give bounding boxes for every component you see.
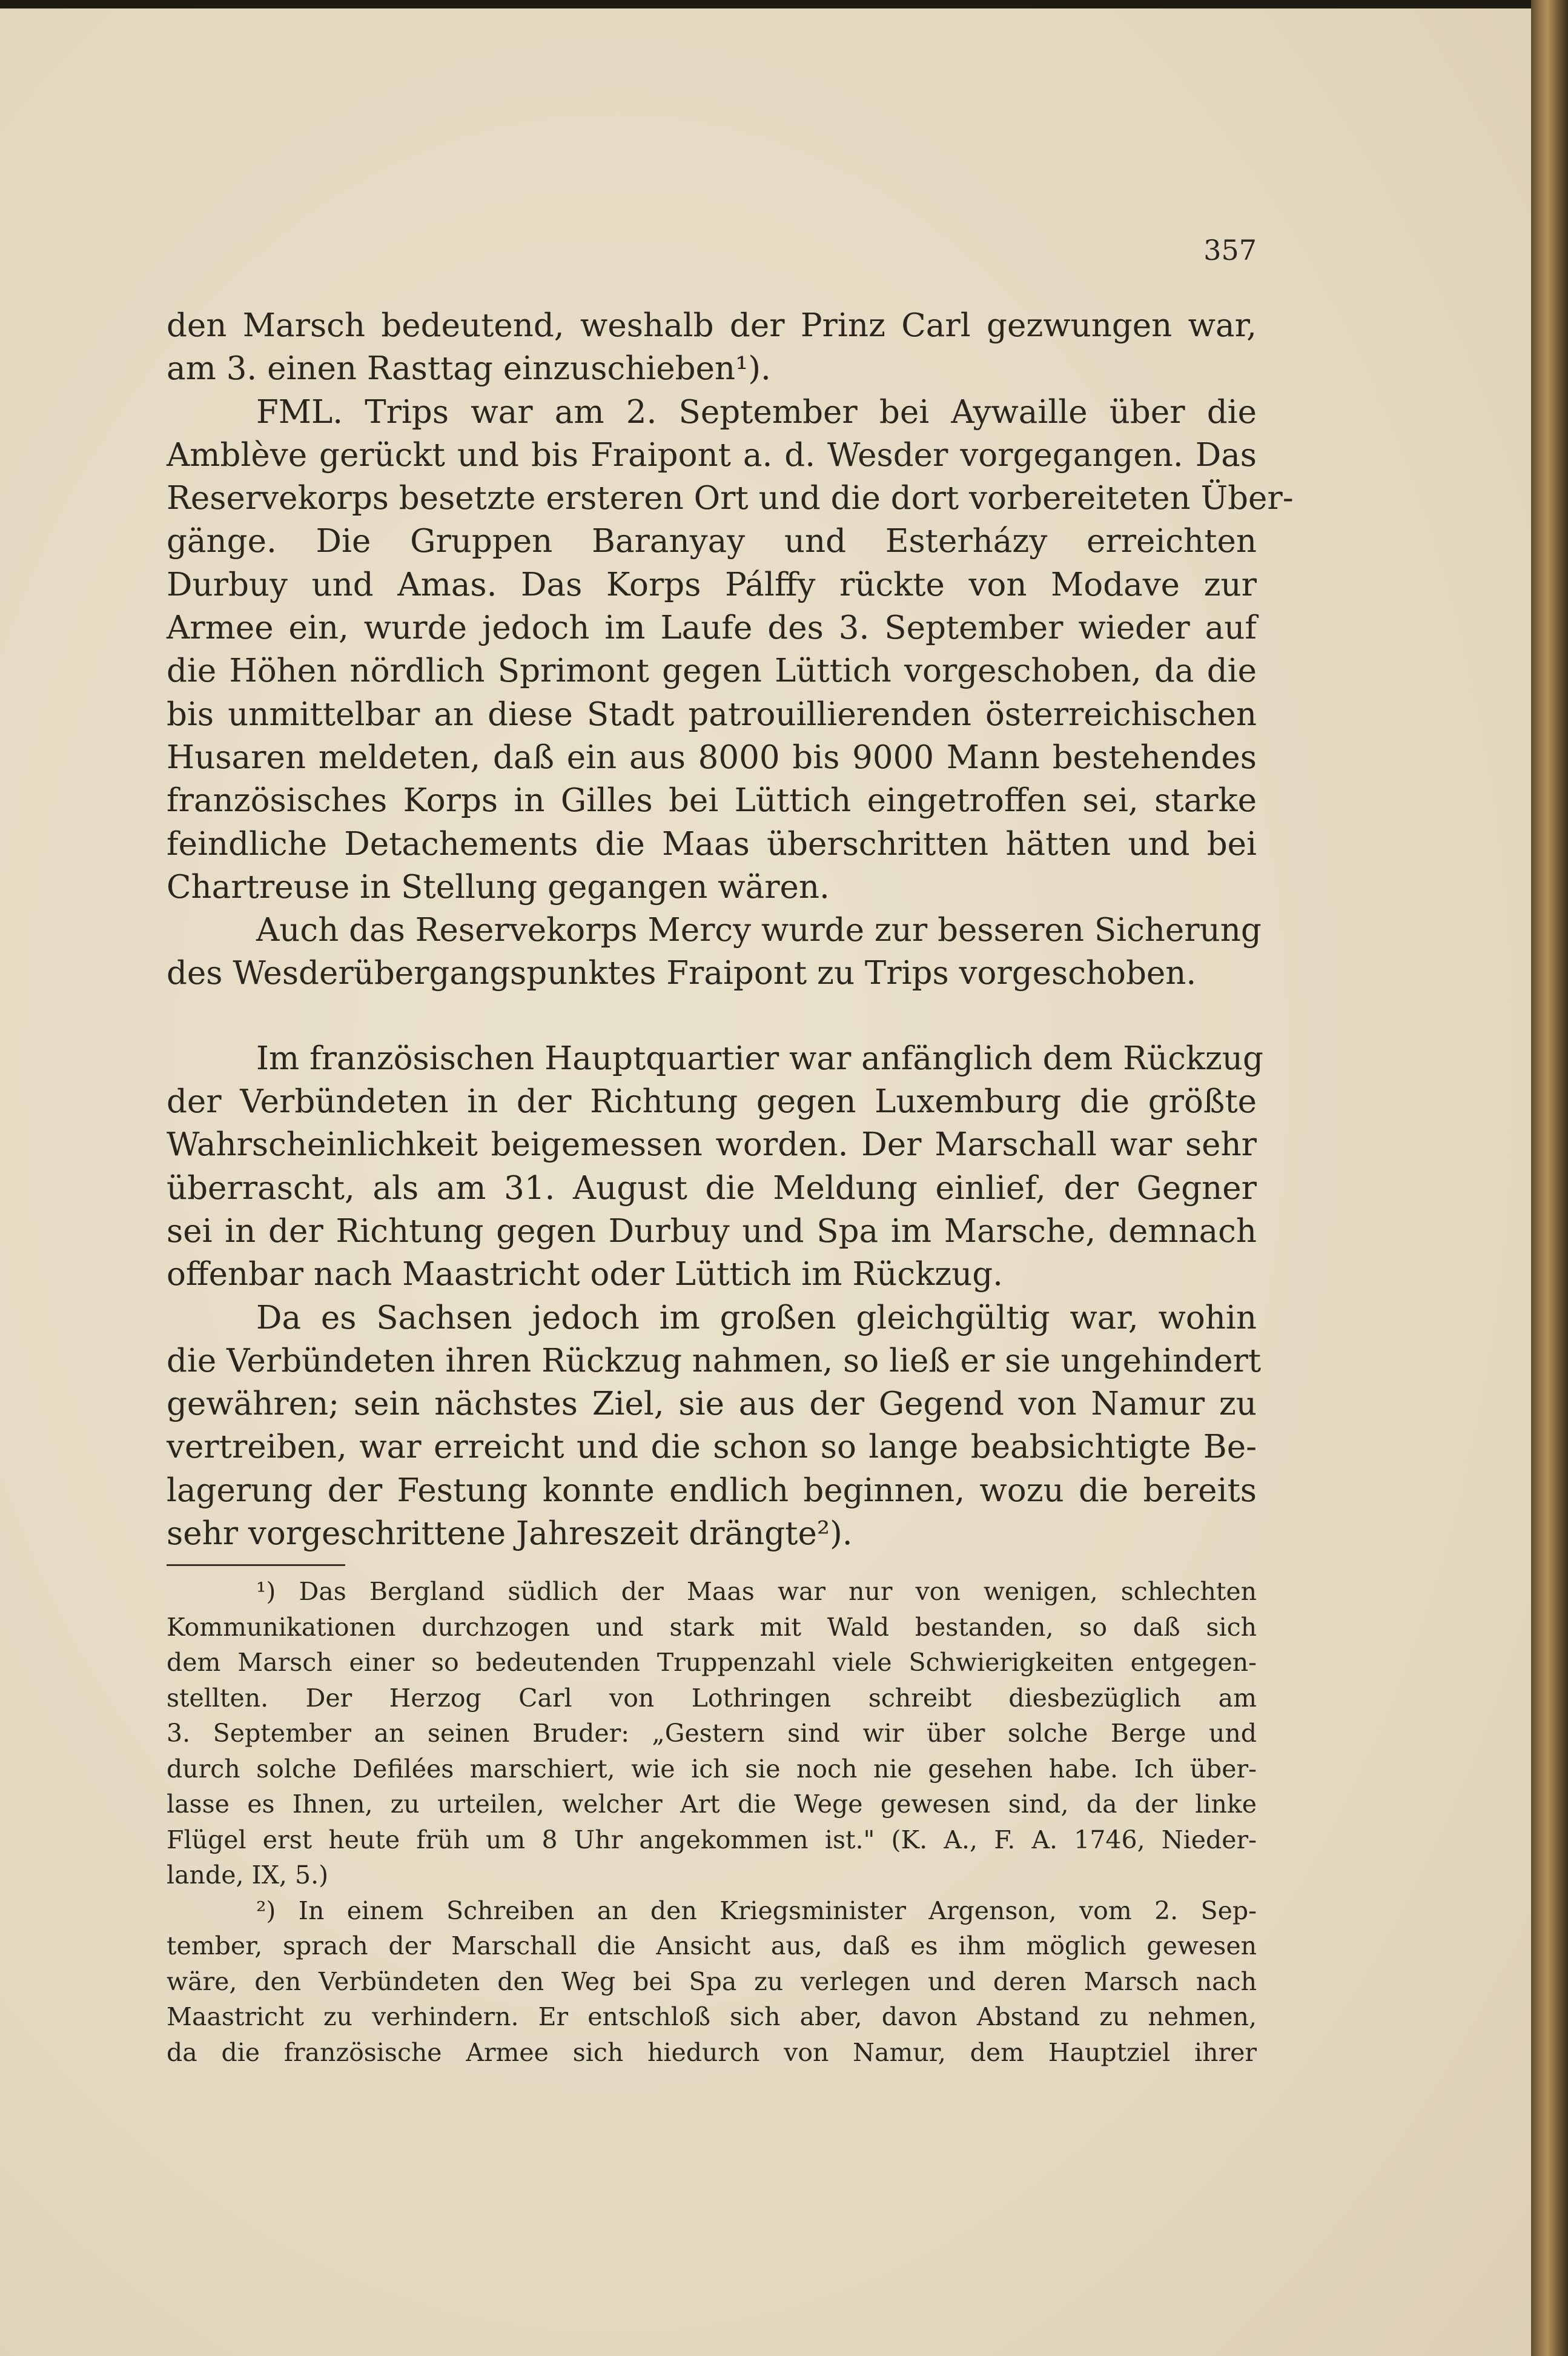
- text-line: sei in der Richtung gegen Durbuy und Spa im Marsche, demnach: [167, 1212, 1257, 1250]
- text-line: Durbuy und Amas. Das Korps Pálffy rückte von Modave zur: [167, 566, 1257, 603]
- text-line: französisches Korps in Gilles bei Lüttich eingetroffen sei, starke: [167, 782, 1257, 820]
- text-line: der Verbündeten in der Richtung gegen Luxemburg die größte: [167, 1083, 1257, 1121]
- footnote-line: ¹) Das Bergland südlich der Maas war nur von wenigen, schlechten: [256, 1577, 1257, 1606]
- footnotes: [167, 1574, 1257, 2070]
- footnote-line: wäre, den Verbündeten den Weg bei Spa zu verlegen und deren Marsch nach: [167, 1966, 1257, 1996]
- text-line: den Marsch bedeutend, weshalb der Prinz Carl gezwungen war,: [167, 307, 1257, 344]
- footnote-line: ²) In einem Schreiben an den Kriegsminister Argenson, vom 2. Sep-: [256, 1896, 1257, 1925]
- footnote-line: durch solche Defilées marschiert, wie ich sie noch nie gesehen habe. Ich über-: [167, 1754, 1257, 1784]
- text-line: bis unmittelbar an diese Stadt patrouillierenden österreichischen: [167, 695, 1257, 733]
- paragraph-start-line: Im französischen Hauptquartier war anfänglich dem Rückzug: [256, 1040, 1263, 1077]
- text-line: des Wesderübergangspunktes Fraipont zu Trips vorgeschoben.: [167, 955, 1197, 992]
- page-number: 357: [1203, 234, 1257, 267]
- footnote-line: lasse es Ihnen, zu urteilen, welcher Art die Wege gewesen sind, da der linke: [167, 1790, 1257, 1819]
- text-line: die Verbündeten ihren Rückzug nahmen, so ließ er sie ungehindert: [167, 1342, 1262, 1379]
- text-line: sehr vorgeschrittene Jahreszeit drängte²).: [167, 1515, 853, 1553]
- text-line: gewähren; sein nächstes Ziel, sie aus der Gegend von Namur zu: [167, 1385, 1257, 1423]
- text-line: am 3. einen Rasttag einzuschieben¹).: [167, 350, 771, 388]
- text-line: Amblève gerückt und bis Fraipont a. d. Wesder vorgegangen. Das: [167, 436, 1257, 474]
- text-line: vertreiben, war erreicht und die schon so lange beabsichtigte Be-: [167, 1429, 1257, 1466]
- footnote-line: Maastricht zu verhindern. Er entschloß sich aber, davon Abstand zu nehmen,: [167, 2002, 1257, 2031]
- book-page: [0, 8, 1531, 2356]
- text-line: überrascht, als am 31. August die Meldung einlief, der Gegner: [167, 1169, 1257, 1207]
- text-line: feindliche Detachements die Maas überschritten hätten und bei: [167, 825, 1257, 863]
- text-line: Armee ein, wurde jedoch im Laufe des 3. September wieder auf: [167, 609, 1257, 647]
- text-line: gänge. Die Gruppen Baranyay und Esterházy erreichten: [167, 523, 1257, 560]
- text-line: Wahrscheinlichkeit beigemessen worden. Der Marschall war sehr: [167, 1126, 1257, 1164]
- body-text: [167, 304, 1294, 1555]
- text-line: offenbar nach Maastricht oder Lüttich im Rückzug.: [167, 1256, 1004, 1293]
- footnote-line: 3. September an seinen Bruder: „Gestern sind wir über solche Berge und: [167, 1719, 1257, 1748]
- text-line: Reservekorps besetzte ersteren Ort und die dort vorbereiteten Über-: [167, 480, 1294, 517]
- footnote-line: Flügel erst heute früh um 8 Uhr angekommen ist." (K. A., F. A. 1746, Nieder-: [167, 1825, 1257, 1854]
- text-line: Husaren meldeten, daß ein aus 8000 bis 9000 Mann bestehendes: [167, 738, 1257, 776]
- book-binding-edge: [1531, 0, 1568, 2356]
- text-line: Chartreuse in Stellung gegangen wären.: [167, 868, 830, 906]
- paragraph-start-line: FML. Trips war am 2. September bei Aywaille über die: [256, 393, 1257, 431]
- paragraph-start-line: Auch das Reservekorps Mercy wurde zur besseren Sicherung: [256, 912, 1262, 949]
- footnote-line: stellten. Der Herzog Carl von Lothringen schreibt diesbezüglich am: [167, 1683, 1257, 1713]
- footnote-line: tember, sprach der Marschall die Ansicht aus, daß es ihm möglich gewesen: [167, 1931, 1257, 1960]
- paragraph-gap: [167, 995, 1257, 1037]
- footnote-rule: [167, 1564, 345, 1566]
- text-line: lagerung der Festung konnte endlich beginnen, wozu die bereits: [167, 1472, 1257, 1509]
- footnote-line: Kommunikationen durchzogen und stark mit Wald bestanden, so daß sich: [167, 1612, 1257, 1642]
- footnote-line: da die französische Armee sich hiedurch von Namur, dem Hauptziel ihrer: [167, 2037, 1257, 2067]
- text-line: die Höhen nördlich Sprimont gegen Lüttich vorgeschoben, da die: [167, 652, 1257, 690]
- paragraph-start-line: Da es Sachsen jedoch im großen gleichgültig war, wohin: [256, 1299, 1257, 1336]
- footnote-line: lande, IX, 5.): [167, 1860, 329, 1890]
- footnote-line: dem Marsch einer so bedeutenden Truppenzahl viele Schwierigkeiten entgegen-: [167, 1648, 1257, 1677]
